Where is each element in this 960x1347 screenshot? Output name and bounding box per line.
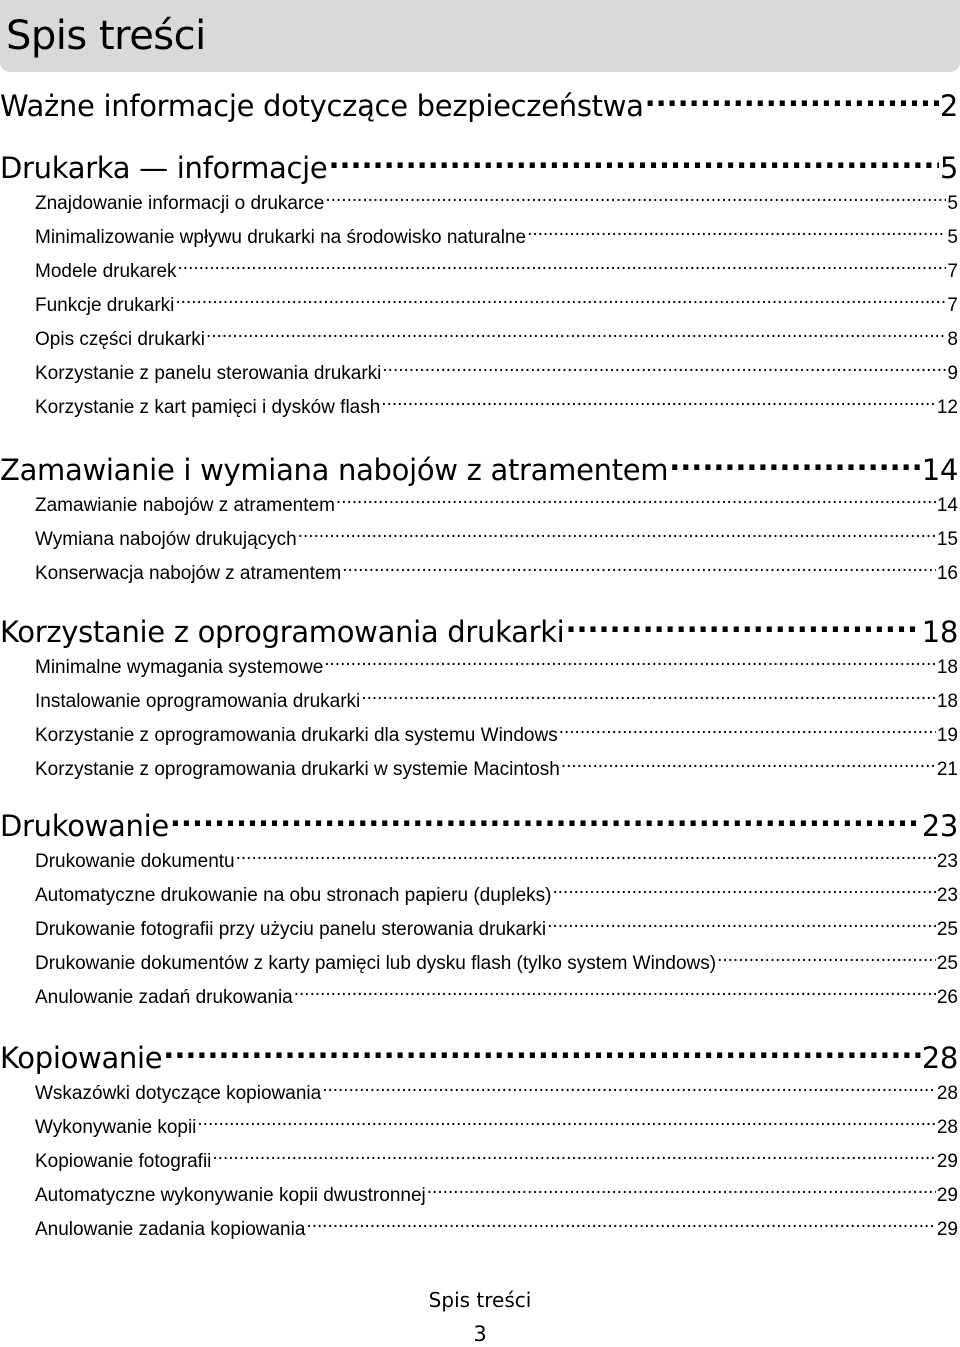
- toc-entry[interactable]: [35, 950, 958, 976]
- toc-entry-page: 25: [936, 953, 958, 974]
- toc-entry-page: 25: [936, 919, 958, 940]
- toc-entry-page: 14: [936, 495, 958, 516]
- dot-leader: [669, 451, 920, 480]
- dot-leader: [175, 292, 946, 311]
- dot-leader: [322, 1080, 936, 1099]
- toc-entry-page: 21: [936, 759, 958, 780]
- dot-leader: [178, 258, 947, 277]
- dot-leader: [552, 882, 935, 901]
- toc-section-page: 23: [921, 809, 958, 843]
- toc-entry[interactable]: [35, 526, 958, 552]
- footer-page-number: 3: [473, 1322, 487, 1346]
- toc-section-page: 18: [921, 615, 958, 649]
- toc-section-heading[interactable]: [0, 86, 958, 126]
- toc-entry[interactable]: [35, 688, 958, 714]
- dot-leader: [236, 848, 936, 867]
- toc-entry-page: 26: [936, 987, 958, 1008]
- toc-section-title: Kopiowanie: [0, 1041, 163, 1075]
- toc-entry[interactable]: [35, 882, 958, 908]
- dot-leader: [294, 984, 936, 1003]
- toc-section-page: 14: [921, 453, 958, 487]
- toc-entry-page: 5: [947, 227, 958, 248]
- toc-entry-page: 19: [936, 725, 958, 746]
- toc-entry-title: Drukowanie fotografii przy użyciu panelu sterowania drukarki: [35, 919, 547, 940]
- toc-entry[interactable]: [35, 394, 958, 420]
- toc-section-title: Drukowanie: [0, 809, 169, 843]
- dot-leader: [197, 1114, 935, 1133]
- dot-leader: [547, 916, 936, 935]
- toc-entry-page: 16: [936, 563, 958, 584]
- toc-section-title: Drukarka — informacje: [0, 151, 328, 185]
- dot-leader: [381, 394, 936, 413]
- dot-leader: [361, 688, 936, 707]
- toc-entry-title: Minimalizowanie wpływu drukarki na środowisko naturalne: [35, 227, 527, 248]
- toc-entry[interactable]: [35, 848, 958, 874]
- toc-entry-title: Wymiana nabojów drukujących: [35, 529, 297, 550]
- toc-section-title: Korzystanie z oprogramowania drukarki: [0, 615, 565, 649]
- toc-entry[interactable]: [35, 258, 958, 284]
- toc-entry-title: Automatyczne drukowanie na obu stronach papieru (dupleks): [35, 885, 552, 906]
- toc-entry-title: Wskazówki dotyczące kopiowania: [35, 1083, 322, 1104]
- toc-entry[interactable]: [35, 916, 958, 942]
- toc-entry-page: 28: [936, 1083, 958, 1104]
- toc-entry-title: Drukowanie dokumentu: [35, 851, 235, 872]
- toc-entry-page: 23: [936, 885, 958, 906]
- toc-entry-title: Anulowanie zadania kopiowania: [35, 1219, 306, 1240]
- toc-entry-page: 28: [936, 1117, 958, 1138]
- dot-leader: [328, 149, 938, 178]
- toc-entry[interactable]: [35, 1182, 958, 1208]
- toc-entry[interactable]: [35, 756, 958, 782]
- toc-section-page: 5: [939, 151, 958, 185]
- toc-section-page: 28: [921, 1041, 958, 1075]
- dot-leader: [325, 190, 946, 209]
- toc-section-heading[interactable]: [0, 612, 958, 652]
- toc-section-heading[interactable]: [0, 450, 958, 490]
- toc-section-title: Zamawianie i wymiana nabojów z atramentem: [0, 453, 669, 487]
- dot-leader: [336, 492, 936, 511]
- toc-entry-page: 9: [947, 363, 958, 384]
- toc-entry[interactable]: [35, 492, 958, 518]
- toc-entry[interactable]: [35, 1114, 958, 1140]
- title-bar: [0, 0, 960, 72]
- toc-entry-page: 29: [936, 1219, 958, 1240]
- toc-entry-title: Minimalne wymagania systemowe: [35, 657, 324, 678]
- toc-section-heading[interactable]: [0, 148, 958, 188]
- dot-leader: [306, 1216, 935, 1235]
- dot-leader: [717, 950, 936, 969]
- toc-entry-title: Znajdowanie informacji o drukarce: [35, 193, 325, 214]
- toc-entry[interactable]: [35, 984, 958, 1010]
- dot-leader: [382, 360, 946, 379]
- toc-entry-title: Anulowanie zadań drukowania: [35, 987, 293, 1008]
- dot-leader: [565, 613, 920, 642]
- toc-entry-title: Konserwacja nabojów z atramentem: [35, 563, 342, 584]
- toc-entry[interactable]: [35, 360, 958, 386]
- toc-entry-title: Korzystanie z oprogramowania drukarki dla systemu Windows: [35, 725, 558, 746]
- toc-entry-page: 23: [936, 851, 958, 872]
- toc-entry[interactable]: [35, 292, 958, 318]
- toc-entry-page: 7: [947, 261, 958, 282]
- dot-leader: [163, 1039, 920, 1068]
- dot-leader: [645, 87, 939, 116]
- toc-entry-title: Opis części drukarki: [35, 329, 205, 350]
- toc-entry-page: 8: [947, 329, 958, 350]
- toc-section-title: Ważne informacje dotyczące bezpieczeństwa: [0, 89, 644, 123]
- toc-entry-title: Drukowanie dokumentów z karty pamięci lub dysku flash (tylko system Windows): [35, 953, 717, 974]
- toc-entry[interactable]: [35, 190, 958, 216]
- toc-entry[interactable]: [35, 654, 958, 680]
- toc-entry-title: Kopiowanie fotografii: [35, 1151, 212, 1172]
- toc-entry-page: 29: [936, 1185, 958, 1206]
- toc-entry[interactable]: [35, 224, 958, 250]
- dot-leader: [427, 1182, 936, 1201]
- dot-leader: [527, 224, 946, 243]
- toc-entry-title: Korzystanie z panelu sterowania drukarki: [35, 363, 382, 384]
- toc-entry-page: 5: [947, 193, 958, 214]
- toc-entry-title: Wykonywanie kopii: [35, 1117, 197, 1138]
- dot-leader: [212, 1148, 935, 1167]
- toc-entry-page: 29: [936, 1151, 958, 1172]
- toc-section-heading[interactable]: [0, 1038, 958, 1078]
- dot-leader: [342, 560, 936, 579]
- toc-entry[interactable]: [35, 326, 958, 352]
- footer-label: Spis treści: [428, 1288, 532, 1312]
- toc-entry[interactable]: [35, 1216, 958, 1242]
- page-title: Spis treści: [6, 13, 206, 59]
- toc-entry-page: 12: [936, 397, 958, 418]
- toc-section-page: 2: [939, 89, 958, 123]
- toc-entry-page: 18: [936, 691, 958, 712]
- dot-leader: [170, 807, 921, 836]
- toc-entry-title: Korzystanie z kart pamięci i dysków flash: [35, 397, 381, 418]
- toc-entry-title: Automatyczne wykonywanie kopii dwustronnej: [35, 1185, 426, 1206]
- toc-entry-title: Funkcje drukarki: [35, 295, 175, 316]
- toc-entry[interactable]: [35, 560, 958, 586]
- toc-entry-page: 7: [947, 295, 958, 316]
- dot-leader: [206, 326, 946, 345]
- toc-entry-page: 18: [936, 657, 958, 678]
- toc-entry[interactable]: [35, 722, 958, 748]
- toc-entry[interactable]: [35, 1080, 958, 1106]
- toc-entry-title: Instalowanie oprogramowania drukarki: [35, 691, 361, 712]
- dot-leader: [559, 722, 936, 741]
- dot-leader: [561, 756, 936, 775]
- toc-entry-title: Korzystanie z oprogramowania drukarki w systemie Macintosh: [35, 759, 560, 780]
- toc-entry[interactable]: [35, 1148, 958, 1174]
- toc-entry-title: Modele drukarek: [35, 261, 177, 282]
- toc-entry-title: Zamawianie nabojów z atramentem: [35, 495, 335, 516]
- dot-leader: [324, 654, 936, 673]
- toc-section-heading[interactable]: [0, 806, 958, 846]
- dot-leader: [298, 526, 936, 545]
- toc-entry-page: 15: [936, 529, 958, 550]
